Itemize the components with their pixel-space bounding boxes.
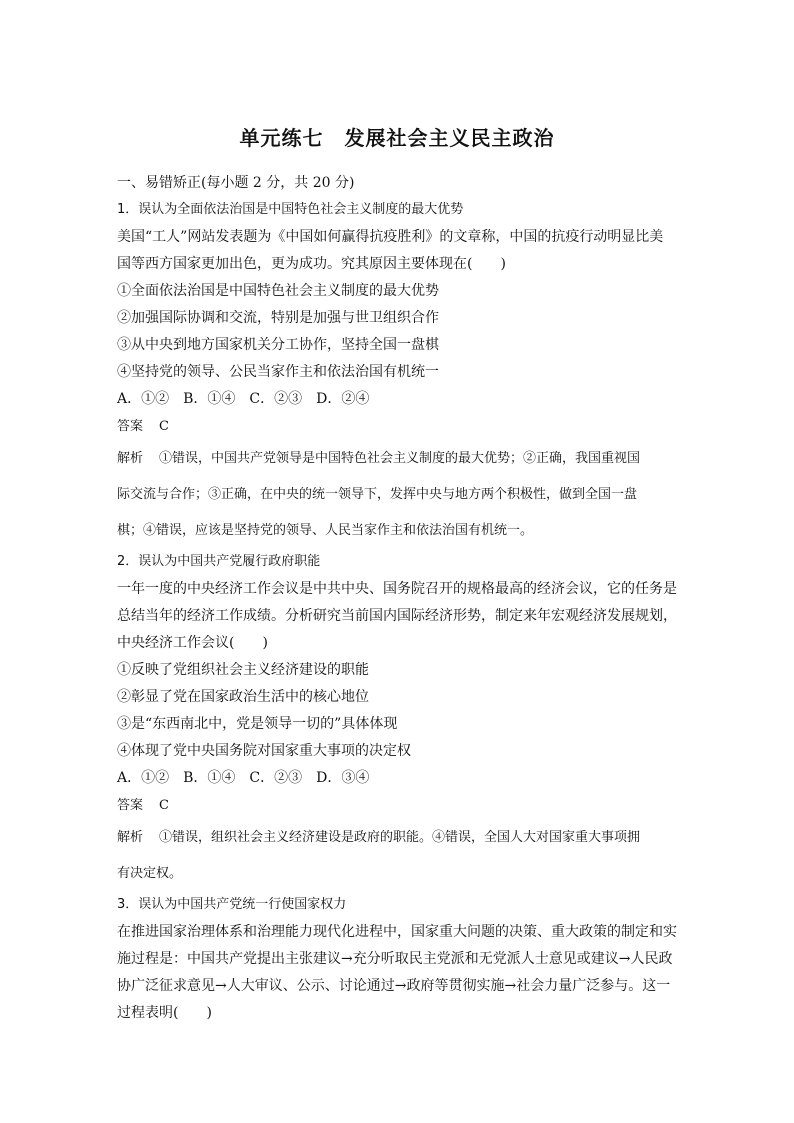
analysis-label: 解析: [117, 451, 144, 466]
q1-answer: [117, 418, 169, 436]
q2-option-2: ②彰显了党在国家政治生活中的核心地位: [117, 689, 369, 705]
q2-option-3: ③是“东西南北中，党是领导一切的”具体体现: [117, 716, 398, 732]
q3-stem-line-4: 过程表明( ): [117, 1005, 212, 1021]
analysis-label: 解析: [117, 830, 144, 845]
q2-analysis-line-1: [117, 829, 640, 847]
q1-stem-line-1: 美国“工人”网站发表题为《中国如何赢得抗疫胜利》的文章称，中国的抗疫行动明显比美: [117, 229, 664, 245]
q1-analysis-text-1: ①错误，中国共产党领导是中国特色社会主义制度的最大优势；②正确，我国重视国: [159, 451, 641, 466]
q2-choices: A．①② B．①④ C．②③ D．③④: [117, 770, 370, 786]
q3-stem-line-3: 协广泛征求意见→人大审议、公示、讨论通过→政府等贯彻实施→社会力量广泛参与。这一: [117, 978, 671, 994]
q2-heading: 2．误认为中国共产党履行政府职能: [117, 554, 321, 569]
q1-analysis-line-3: 棋；④错误，应该是坚持党的领导、人民当家作主和依法治国有机统一。: [117, 523, 534, 538]
answer-label: 答案: [117, 798, 144, 813]
q3-heading: 3．误认为中国共产党统一行使国家权力: [117, 897, 347, 912]
q1-option-3: ③从中央到地方国家机关分工协作，坚持全国一盘棋: [117, 337, 439, 353]
page-title: 单元练七 发展社会主义民主政治: [239, 126, 555, 150]
q2-stem-line-1: 一年一度的中央经济工作会议是中共中央、国务院召开的规格最高的经济会议，它的任务是: [117, 581, 677, 597]
answer-label: 答案: [117, 419, 144, 434]
q3-stem-line-2: 施过程是：中国共产党提出主张建议→充分听取民主党派和无党派人士意见或建议→人民政: [117, 951, 673, 967]
q1-heading: 1．误认为全面依法治国是中国特色社会主义制度的最大优势: [117, 202, 464, 217]
q3-stem-line-1: 在推进国家治理体系和治理能力现代化进程中，国家重大问题的决策、重大政策的制定和实: [117, 924, 677, 940]
q1-analysis-line-1: [117, 450, 640, 468]
q2-option-1: ①反映了党组织社会主义经济建设的职能: [117, 662, 369, 678]
q2-analysis-text-1: ①错误，组织社会主义经济建设是政府的职能。④错误，全国人大对国家重大事项拥: [159, 830, 641, 845]
q1-option-4: ④坚持党的领导、公民当家作主和依法治国有机统一: [117, 364, 439, 380]
q2-analysis-line-2: 有决定权。: [117, 866, 183, 881]
q1-analysis-line-2: 际交流与合作；③正确，在中央的统一领导下，发挥中央与地方两个积极性，做到全国一盘: [117, 487, 638, 502]
q1-choices: A．①② B．①④ C．②③ D．②④: [117, 391, 370, 407]
q1-answer-value: C: [159, 419, 169, 434]
q1-stem-line-2: 国等西方国家更加出色，更为成功。究其原因主要体现在( ): [117, 256, 506, 272]
q1-option-2: ②加强国际协调和交流，特别是加强与世卫组织合作: [117, 310, 439, 326]
q2-answer-value: C: [159, 798, 169, 813]
q2-stem-line-3: 中央经济工作会议( ): [117, 635, 268, 651]
q1-option-1: ①全面依法治国是中国特色社会主义制度的最大优势: [117, 283, 439, 299]
q2-option-4: ④体现了党中央国务院对国家重大事项的决定权: [117, 743, 411, 759]
section-heading: 一、易错矫正(每小题 2 分，共 20 分): [117, 175, 355, 191]
q2-answer: [117, 797, 169, 815]
q2-stem-line-2: 总结当年的经济工作成绩。分析研究当前国内国际经济形势，制定来年宏观经济发展规划，: [117, 608, 677, 624]
